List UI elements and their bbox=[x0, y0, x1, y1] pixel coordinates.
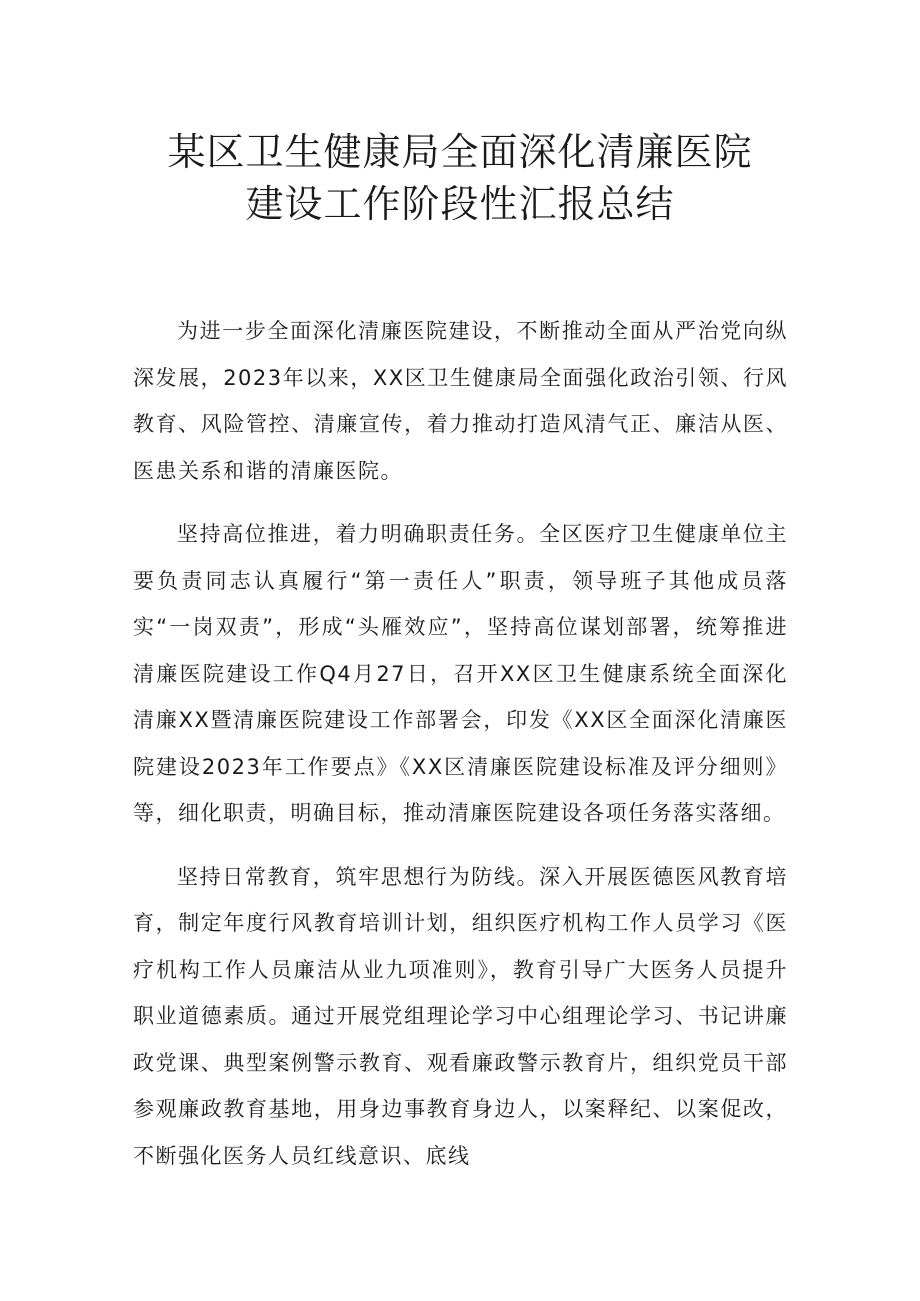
title-line-1: 某区卫生健康局全面深化清廉医院 bbox=[167, 130, 753, 174]
paragraph-education: 坚持日常教育，筑牢思想行为防线。深入开展医德医风教育培育，制定年度行风教育培训计划，组织医疗机构工作人员学习《医疗机构工作人员廉洁从业九项准则》，教育引导广大医务人员提升职业道德素质。通过开展党组理论学习中心组理论学习、书记讲廉政党课、典型案例警示教育、观看廉政警示教育片，组织党员干部参观廉政教育基地，用身边事教育身边人，以案释纪、以案促改，不断强化医务人员红线意识、底线 bbox=[133, 864, 788, 1168]
document-title bbox=[100, 126, 820, 230]
title-line-2: 建设工作阶段性汇报总结 bbox=[245, 182, 675, 226]
paragraph-responsibility: 坚持高位推进，着力明确职责任务。全区医疗卫生健康单位主要负责同志认真履行“第一责任人”职责，领导班子其他成员落实“一岗双责”，形成“头雁效应”，坚持高位谋划部署，统筹推进清廉医院建设工作Q4月27日，召开XX区卫生健康系统全面深化清廉XX暨清廉医院建设工作部署会，印发《XX区全面深化清廉医院建设2023年工作要点》《XX区清廉医院建设标准及评分细则》等，细化职责，明确目标，推动清廉医院建设各项任务落实落细。 bbox=[133, 522, 788, 825]
document-body bbox=[133, 308, 788, 1196]
paragraph-intro: 为进一步全面深化清廉医院建设，不断推动全面从严治党向纵深发展，2023年以来，XX区卫生健康局全面强化政治引领、行风教育、风险管控、清廉宣传，着力推动打造风清气正、廉洁从医、医患关系和谐的清廉医院。 bbox=[133, 319, 788, 483]
